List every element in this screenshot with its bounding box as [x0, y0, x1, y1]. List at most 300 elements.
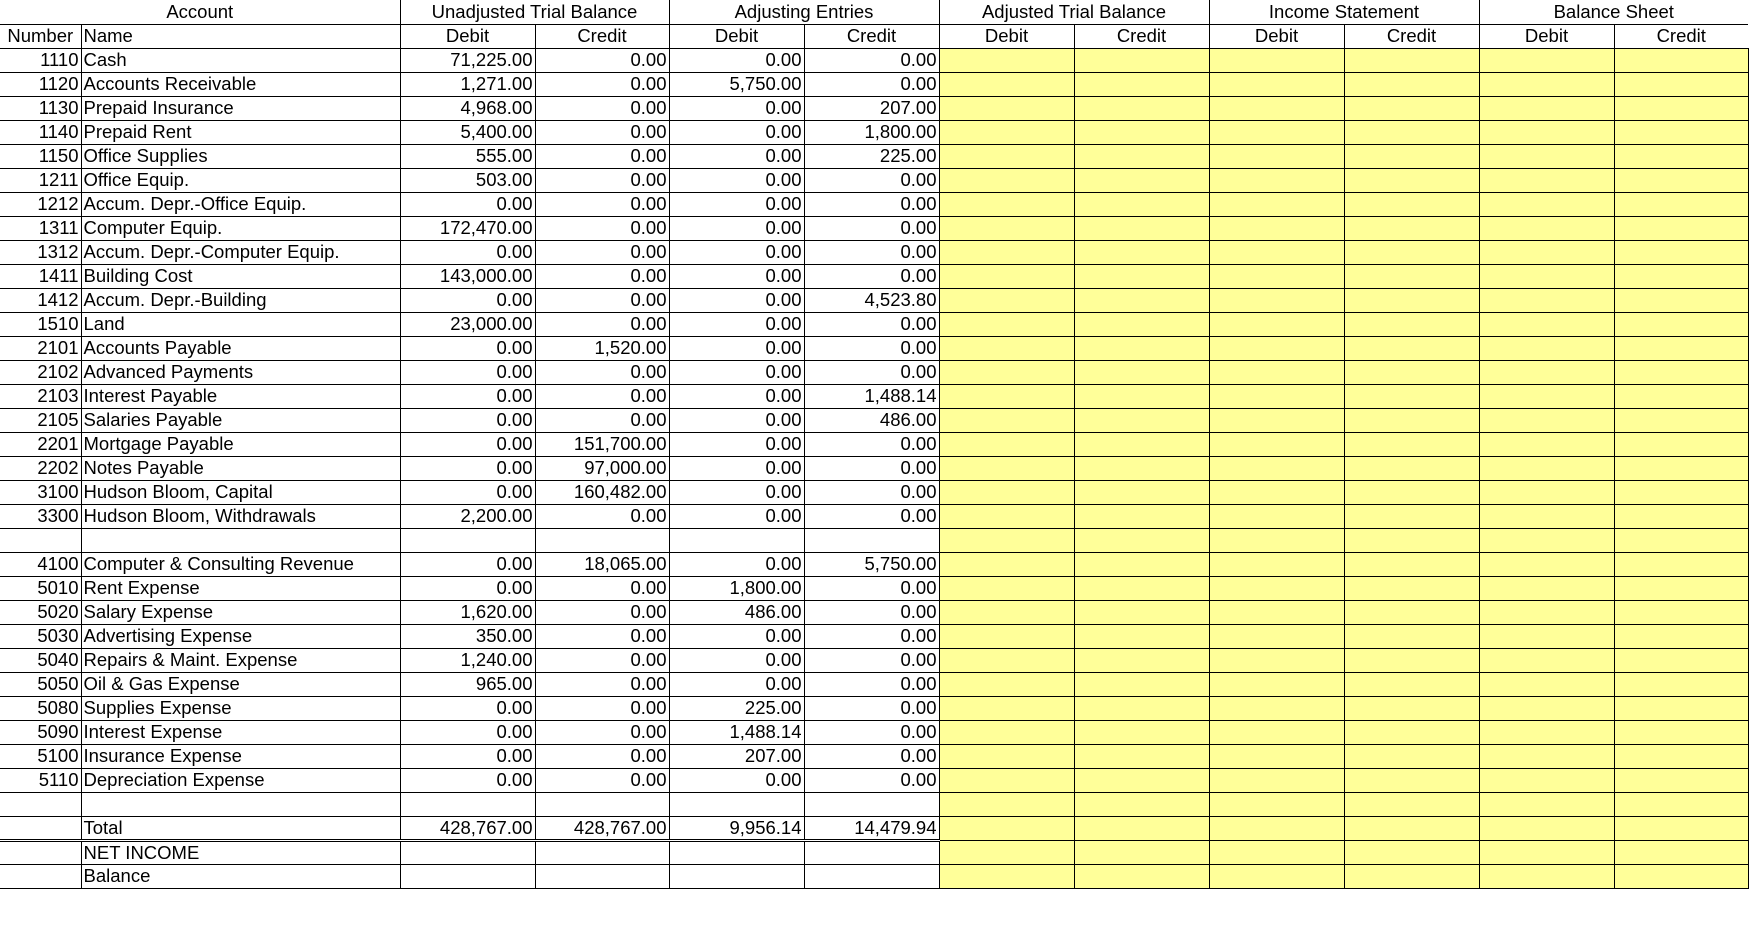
- unadjusted-credit-cell[interactable]: 0.00: [535, 408, 669, 432]
- header-balance-sheet[interactable]: Balance Sheet: [1553, 0, 1674, 22]
- unadjusted-debit-cell[interactable]: 0.00: [400, 768, 535, 792]
- adjusted-debit-cell[interactable]: [939, 288, 1074, 312]
- adjusting-debit-cell[interactable]: 5,750.00: [669, 72, 804, 96]
- adjusting-credit-cell[interactable]: 0.00: [804, 264, 939, 288]
- account-name-cell[interactable]: Rent Expense: [81, 576, 400, 600]
- balance-debit-cell[interactable]: [1479, 576, 1614, 600]
- income-debit-cell[interactable]: [1209, 840, 1344, 864]
- adjusting-credit-cell[interactable]: 0.00: [804, 744, 939, 768]
- header-income-statement[interactable]: Income Statement: [1209, 0, 1479, 24]
- income-credit-cell[interactable]: [1344, 96, 1479, 120]
- account-name-cell[interactable]: Insurance Expense: [81, 744, 400, 768]
- unadjusted-credit-cell[interactable]: [535, 864, 669, 888]
- adjusted-debit-cell[interactable]: [939, 504, 1074, 528]
- income-credit-cell[interactable]: [1344, 792, 1479, 816]
- account-name-cell[interactable]: Land: [81, 312, 400, 336]
- account-number-cell[interactable]: 1411: [0, 264, 81, 288]
- balance-debit-cell[interactable]: [1479, 840, 1614, 864]
- account-number-cell[interactable]: 1311: [0, 216, 81, 240]
- account-name-cell[interactable]: Depreciation Expense: [81, 768, 400, 792]
- unadjusted-credit-cell[interactable]: 160,482.00: [535, 480, 669, 504]
- adjusted-credit-cell[interactable]: [1074, 432, 1209, 456]
- account-name-cell[interactable]: Salaries Payable: [81, 408, 400, 432]
- header-unadjusted-trial-balance[interactable]: Unadjusted Trial Balance: [400, 0, 669, 24]
- adjusting-debit-cell[interactable]: 0.00: [669, 768, 804, 792]
- adjusting-credit-cell[interactable]: 0.00: [804, 696, 939, 720]
- account-number-cell[interactable]: 2105: [0, 408, 81, 432]
- income-credit-cell[interactable]: [1344, 432, 1479, 456]
- adjusting-credit-cell[interactable]: 4,523.80: [804, 288, 939, 312]
- income-credit-cell[interactable]: [1344, 408, 1479, 432]
- income-credit-cell[interactable]: [1344, 840, 1479, 864]
- adjusted-debit-cell[interactable]: [939, 672, 1074, 696]
- adjusting-credit-cell[interactable]: [804, 792, 939, 816]
- adjusting-credit-cell[interactable]: 0.00: [804, 360, 939, 384]
- income-debit-cell[interactable]: [1209, 576, 1344, 600]
- adjusted-credit-cell[interactable]: [1074, 648, 1209, 672]
- adjusting-credit-cell[interactable]: 0.00: [804, 576, 939, 600]
- balance-debit-cell[interactable]: [1479, 480, 1614, 504]
- income-debit-cell[interactable]: [1209, 360, 1344, 384]
- header-debit[interactable]: Debit: [400, 24, 535, 48]
- account-name-cell[interactable]: Hudson Bloom, Withdrawals: [81, 504, 400, 528]
- balance-debit-cell[interactable]: [1479, 456, 1614, 480]
- income-credit-cell[interactable]: [1344, 696, 1479, 720]
- income-credit-cell[interactable]: [1344, 240, 1479, 264]
- unadjusted-credit-cell[interactable]: 1,520.00: [535, 336, 669, 360]
- balance-debit-cell[interactable]: [1479, 240, 1614, 264]
- account-name-cell[interactable]: Prepaid Insurance: [81, 96, 400, 120]
- unadjusted-credit-cell[interactable]: [535, 792, 669, 816]
- adjusting-credit-cell[interactable]: 0.00: [804, 456, 939, 480]
- balance-credit-cell[interactable]: [1614, 600, 1748, 624]
- unadjusted-debit-cell[interactable]: 555.00: [400, 144, 535, 168]
- account-name-cell[interactable]: Building Cost: [81, 264, 400, 288]
- unadjusted-credit-cell[interactable]: 0.00: [535, 744, 669, 768]
- unadjusted-credit-cell[interactable]: 0.00: [535, 672, 669, 696]
- income-credit-cell[interactable]: [1344, 264, 1479, 288]
- account-name-cell[interactable]: Accum. Depr.-Building: [81, 288, 400, 312]
- adjusted-credit-cell[interactable]: [1074, 192, 1209, 216]
- adjusting-debit-cell[interactable]: 1,800.00: [669, 576, 804, 600]
- account-number-cell[interactable]: 1312: [0, 240, 81, 264]
- unadjusted-debit-cell[interactable]: 0.00: [400, 384, 535, 408]
- unadjusted-debit-cell[interactable]: 172,470.00: [400, 216, 535, 240]
- balance-debit-cell[interactable]: [1479, 360, 1614, 384]
- income-debit-cell[interactable]: [1209, 72, 1344, 96]
- adjusting-debit-cell[interactable]: 9,956.14: [669, 816, 804, 840]
- adjusted-debit-cell[interactable]: [939, 744, 1074, 768]
- adjusting-debit-cell[interactable]: [669, 864, 804, 888]
- unadjusted-debit-cell[interactable]: 0.00: [400, 408, 535, 432]
- unadjusted-debit-cell[interactable]: 0.00: [400, 744, 535, 768]
- account-number-cell[interactable]: 5010: [0, 576, 81, 600]
- balance-credit-cell[interactable]: [1614, 768, 1748, 792]
- header-credit[interactable]: Credit: [1074, 24, 1209, 48]
- adjusting-debit-cell[interactable]: 0.00: [669, 336, 804, 360]
- adjusting-credit-cell[interactable]: 0.00: [804, 600, 939, 624]
- unadjusted-credit-cell[interactable]: [535, 840, 669, 864]
- account-number-cell[interactable]: 2202: [0, 456, 81, 480]
- balance-credit-cell[interactable]: [1614, 72, 1748, 96]
- adjusting-debit-cell[interactable]: 0.00: [669, 408, 804, 432]
- adjusting-debit-cell[interactable]: 0.00: [669, 288, 804, 312]
- header-adjusted-trial-balance[interactable]: Adjusted Trial Balance: [939, 0, 1209, 24]
- header-debit[interactable]: Debit: [669, 24, 804, 48]
- unadjusted-credit-cell[interactable]: 0.00: [535, 48, 669, 72]
- balance-credit-cell[interactable]: [1614, 168, 1748, 192]
- account-number-cell[interactable]: [0, 528, 81, 552]
- unadjusted-credit-cell[interactable]: 0.00: [535, 192, 669, 216]
- adjusting-credit-cell[interactable]: 0.00: [804, 168, 939, 192]
- unadjusted-debit-cell[interactable]: [400, 840, 535, 864]
- income-credit-cell[interactable]: [1344, 288, 1479, 312]
- income-debit-cell[interactable]: [1209, 144, 1344, 168]
- account-name-cell[interactable]: Accounts Receivable: [81, 72, 400, 96]
- header-debit[interactable]: Debit: [1209, 24, 1344, 48]
- account-number-cell[interactable]: 1212: [0, 192, 81, 216]
- adjusting-credit-cell[interactable]: 0.00: [804, 672, 939, 696]
- income-credit-cell[interactable]: [1344, 816, 1479, 840]
- adjusting-debit-cell[interactable]: 0.00: [669, 312, 804, 336]
- adjusting-credit-cell[interactable]: 0.00: [804, 624, 939, 648]
- income-credit-cell[interactable]: [1344, 384, 1479, 408]
- balance-debit-cell[interactable]: [1479, 120, 1614, 144]
- unadjusted-credit-cell[interactable]: 0.00: [535, 648, 669, 672]
- unadjusted-credit-cell[interactable]: 0.00: [535, 768, 669, 792]
- balance-debit-cell[interactable]: [1479, 696, 1614, 720]
- account-number-cell[interactable]: 5020: [0, 600, 81, 624]
- adjusted-credit-cell[interactable]: [1074, 816, 1209, 840]
- unadjusted-debit-cell[interactable]: 143,000.00: [400, 264, 535, 288]
- account-name-cell[interactable]: Repairs & Maint. Expense: [81, 648, 400, 672]
- account-number-cell[interactable]: [0, 816, 81, 840]
- account-name-cell[interactable]: Computer Equip.: [81, 216, 400, 240]
- account-name-cell[interactable]: Mortgage Payable: [81, 432, 400, 456]
- unadjusted-debit-cell[interactable]: 0.00: [400, 696, 535, 720]
- adjusted-debit-cell[interactable]: [939, 144, 1074, 168]
- unadjusted-debit-cell[interactable]: 503.00: [400, 168, 535, 192]
- income-debit-cell[interactable]: [1209, 240, 1344, 264]
- income-credit-cell[interactable]: [1344, 600, 1479, 624]
- account-number-cell[interactable]: 5090: [0, 720, 81, 744]
- account-number-cell[interactable]: [0, 864, 81, 888]
- adjusting-credit-cell[interactable]: 0.00: [804, 192, 939, 216]
- income-debit-cell[interactable]: [1209, 384, 1344, 408]
- balance-credit-cell[interactable]: [1614, 840, 1748, 864]
- adjusting-debit-cell[interactable]: 0.00: [669, 192, 804, 216]
- balance-credit-cell[interactable]: [1614, 288, 1748, 312]
- adjusted-debit-cell[interactable]: [939, 312, 1074, 336]
- adjusting-debit-cell[interactable]: 225.00: [669, 696, 804, 720]
- adjusting-credit-cell[interactable]: 0.00: [804, 480, 939, 504]
- balance-debit-cell[interactable]: [1479, 792, 1614, 816]
- adjusted-credit-cell[interactable]: [1074, 480, 1209, 504]
- adjusted-credit-cell[interactable]: [1074, 216, 1209, 240]
- account-number-cell[interactable]: 1211: [0, 168, 81, 192]
- balance-credit-cell[interactable]: [1614, 408, 1748, 432]
- unadjusted-debit-cell[interactable]: 0.00: [400, 192, 535, 216]
- adjusted-credit-cell[interactable]: [1074, 672, 1209, 696]
- income-credit-cell[interactable]: [1344, 576, 1479, 600]
- adjusted-credit-cell[interactable]: [1074, 72, 1209, 96]
- account-number-cell[interactable]: [0, 792, 81, 816]
- account-name-cell[interactable]: Cash: [81, 48, 400, 72]
- income-credit-cell[interactable]: [1344, 552, 1479, 576]
- adjusted-credit-cell[interactable]: [1074, 288, 1209, 312]
- adjusting-debit-cell[interactable]: 0.00: [669, 216, 804, 240]
- adjusted-debit-cell[interactable]: [939, 264, 1074, 288]
- balance-debit-cell[interactable]: [1479, 528, 1614, 552]
- account-number-cell[interactable]: 1412: [0, 288, 81, 312]
- income-debit-cell[interactable]: [1209, 432, 1344, 456]
- adjusting-debit-cell[interactable]: 0.00: [669, 480, 804, 504]
- account-number-cell[interactable]: 1130: [0, 96, 81, 120]
- adjusted-debit-cell[interactable]: [939, 360, 1074, 384]
- header-credit[interactable]: Credit: [804, 24, 939, 48]
- balance-debit-cell[interactable]: [1479, 288, 1614, 312]
- unadjusted-debit-cell[interactable]: 350.00: [400, 624, 535, 648]
- balance-credit-cell[interactable]: [1614, 48, 1748, 72]
- adjusting-debit-cell[interactable]: 0.00: [669, 96, 804, 120]
- income-debit-cell[interactable]: [1209, 816, 1344, 840]
- account-name-cell[interactable]: Salary Expense: [81, 600, 400, 624]
- account-number-cell[interactable]: 2103: [0, 384, 81, 408]
- income-credit-cell[interactable]: [1344, 648, 1479, 672]
- unadjusted-debit-cell[interactable]: 0.00: [400, 576, 535, 600]
- header-number[interactable]: Number: [0, 24, 81, 48]
- balance-debit-cell[interactable]: [1479, 384, 1614, 408]
- adjusting-credit-cell[interactable]: 0.00: [804, 336, 939, 360]
- income-debit-cell[interactable]: [1209, 288, 1344, 312]
- income-debit-cell[interactable]: [1209, 504, 1344, 528]
- adjusted-credit-cell[interactable]: [1074, 144, 1209, 168]
- balance-debit-cell[interactable]: [1479, 768, 1614, 792]
- balance-credit-cell[interactable]: [1614, 864, 1748, 888]
- adjusting-debit-cell[interactable]: 0.00: [669, 432, 804, 456]
- account-name-cell[interactable]: Supplies Expense: [81, 696, 400, 720]
- adjusted-debit-cell[interactable]: [939, 792, 1074, 816]
- balance-debit-cell[interactable]: [1479, 336, 1614, 360]
- unadjusted-credit-cell[interactable]: 0.00: [535, 624, 669, 648]
- income-debit-cell[interactable]: [1209, 792, 1344, 816]
- account-number-cell[interactable]: 5080: [0, 696, 81, 720]
- account-number-cell[interactable]: 1510: [0, 312, 81, 336]
- balance-debit-cell[interactable]: [1479, 672, 1614, 696]
- income-credit-cell[interactable]: [1344, 624, 1479, 648]
- unadjusted-credit-cell[interactable]: 18,065.00: [535, 552, 669, 576]
- income-credit-cell[interactable]: [1344, 144, 1479, 168]
- balance-credit-cell[interactable]: [1614, 312, 1748, 336]
- adjusting-credit-cell[interactable]: 0.00: [804, 504, 939, 528]
- unadjusted-credit-cell[interactable]: 0.00: [535, 504, 669, 528]
- adjusting-debit-cell[interactable]: 0.00: [669, 144, 804, 168]
- adjusted-credit-cell[interactable]: [1074, 168, 1209, 192]
- account-name-cell[interactable]: [81, 792, 400, 816]
- unadjusted-debit-cell[interactable]: 0.00: [400, 240, 535, 264]
- income-credit-cell[interactable]: [1344, 336, 1479, 360]
- income-debit-cell[interactable]: [1209, 768, 1344, 792]
- income-debit-cell[interactable]: [1209, 168, 1344, 192]
- adjusted-debit-cell[interactable]: [939, 72, 1074, 96]
- adjusting-debit-cell[interactable]: 0.00: [669, 672, 804, 696]
- unadjusted-debit-cell[interactable]: 965.00: [400, 672, 535, 696]
- account-name-cell[interactable]: Accum. Depr.-Computer Equip.: [81, 240, 400, 264]
- income-credit-cell[interactable]: [1344, 504, 1479, 528]
- account-name-cell[interactable]: Advertising Expense: [81, 624, 400, 648]
- account-name-cell[interactable]: Balance: [81, 864, 400, 888]
- adjusting-debit-cell[interactable]: 486.00: [669, 600, 804, 624]
- unadjusted-debit-cell[interactable]: 1,240.00: [400, 648, 535, 672]
- adjusted-debit-cell[interactable]: [939, 48, 1074, 72]
- adjusted-debit-cell[interactable]: [939, 648, 1074, 672]
- account-name-cell[interactable]: [81, 528, 400, 552]
- account-name-cell[interactable]: Computer & Consulting Revenue: [81, 552, 400, 576]
- adjusted-debit-cell[interactable]: [939, 696, 1074, 720]
- unadjusted-debit-cell[interactable]: 2,200.00: [400, 504, 535, 528]
- account-number-cell[interactable]: 1120: [0, 72, 81, 96]
- header-name[interactable]: Name: [81, 24, 400, 48]
- account-name-cell[interactable]: Oil & Gas Expense: [81, 672, 400, 696]
- income-credit-cell[interactable]: [1344, 120, 1479, 144]
- income-debit-cell[interactable]: [1209, 648, 1344, 672]
- income-debit-cell[interactable]: [1209, 864, 1344, 888]
- income-credit-cell[interactable]: [1344, 456, 1479, 480]
- income-credit-cell[interactable]: [1344, 864, 1479, 888]
- balance-credit-cell[interactable]: [1614, 360, 1748, 384]
- account-number-cell[interactable]: 5100: [0, 744, 81, 768]
- account-number-cell[interactable]: 2201: [0, 432, 81, 456]
- adjusted-debit-cell[interactable]: [939, 480, 1074, 504]
- unadjusted-credit-cell[interactable]: 0.00: [535, 384, 669, 408]
- balance-debit-cell[interactable]: [1479, 816, 1614, 840]
- adjusting-credit-cell[interactable]: 0.00: [804, 240, 939, 264]
- adjusted-debit-cell[interactable]: [939, 192, 1074, 216]
- unadjusted-debit-cell[interactable]: 0.00: [400, 720, 535, 744]
- account-name-cell[interactable]: Advanced Payments: [81, 360, 400, 384]
- adjusting-credit-cell[interactable]: 207.00: [804, 96, 939, 120]
- adjusting-debit-cell[interactable]: 0.00: [669, 264, 804, 288]
- header-debit[interactable]: Debit: [939, 24, 1074, 48]
- account-name-cell[interactable]: NET INCOME: [81, 840, 400, 864]
- unadjusted-debit-cell[interactable]: 5,400.00: [400, 120, 535, 144]
- adjusted-debit-cell[interactable]: [939, 576, 1074, 600]
- adjusted-credit-cell[interactable]: [1074, 576, 1209, 600]
- unadjusted-debit-cell[interactable]: 23,000.00: [400, 312, 535, 336]
- header-credit[interactable]: Credit: [1344, 24, 1479, 48]
- unadjusted-credit-cell[interactable]: 0.00: [535, 312, 669, 336]
- account-number-cell[interactable]: 2101: [0, 336, 81, 360]
- adjusting-credit-cell[interactable]: 0.00: [804, 48, 939, 72]
- adjusting-debit-cell[interactable]: 0.00: [669, 240, 804, 264]
- unadjusted-credit-cell[interactable]: 0.00: [535, 240, 669, 264]
- balance-credit-cell[interactable]: [1614, 384, 1748, 408]
- adjusting-debit-cell[interactable]: 0.00: [669, 48, 804, 72]
- income-credit-cell[interactable]: [1344, 312, 1479, 336]
- adjusted-debit-cell[interactable]: [939, 240, 1074, 264]
- adjusted-credit-cell[interactable]: [1074, 864, 1209, 888]
- account-name-cell[interactable]: Accounts Payable: [81, 336, 400, 360]
- income-debit-cell[interactable]: [1209, 720, 1344, 744]
- income-debit-cell[interactable]: [1209, 480, 1344, 504]
- adjusted-debit-cell[interactable]: [939, 408, 1074, 432]
- adjusting-credit-cell[interactable]: [804, 864, 939, 888]
- adjusted-debit-cell[interactable]: [939, 768, 1074, 792]
- income-credit-cell[interactable]: [1344, 48, 1479, 72]
- balance-credit-cell[interactable]: [1614, 264, 1748, 288]
- income-debit-cell[interactable]: [1209, 624, 1344, 648]
- adjusted-debit-cell[interactable]: [939, 216, 1074, 240]
- account-name-cell[interactable]: Interest Expense: [81, 720, 400, 744]
- account-number-cell[interactable]: 5030: [0, 624, 81, 648]
- account-name-cell[interactable]: Prepaid Rent: [81, 120, 400, 144]
- unadjusted-credit-cell[interactable]: 0.00: [535, 696, 669, 720]
- income-credit-cell[interactable]: [1344, 72, 1479, 96]
- income-credit-cell[interactable]: [1344, 168, 1479, 192]
- unadjusted-credit-cell[interactable]: [535, 528, 669, 552]
- balance-debit-cell[interactable]: [1479, 720, 1614, 744]
- balance-credit-cell[interactable]: [1614, 648, 1748, 672]
- income-debit-cell[interactable]: [1209, 120, 1344, 144]
- adjusted-credit-cell[interactable]: [1074, 456, 1209, 480]
- income-debit-cell[interactable]: [1209, 216, 1344, 240]
- unadjusted-credit-cell[interactable]: 0.00: [535, 72, 669, 96]
- adjusted-debit-cell[interactable]: [939, 456, 1074, 480]
- account-name-cell[interactable]: Accum. Depr.-Office Equip.: [81, 192, 400, 216]
- adjusting-debit-cell[interactable]: [669, 792, 804, 816]
- unadjusted-debit-cell[interactable]: [400, 864, 535, 888]
- unadjusted-credit-cell[interactable]: 0.00: [535, 264, 669, 288]
- account-number-cell[interactable]: 5110: [0, 768, 81, 792]
- balance-credit-cell[interactable]: [1614, 456, 1748, 480]
- adjusting-credit-cell[interactable]: 1,488.14: [804, 384, 939, 408]
- unadjusted-debit-cell[interactable]: 0.00: [400, 336, 535, 360]
- balance-debit-cell[interactable]: [1479, 312, 1614, 336]
- balance-debit-cell[interactable]: [1479, 624, 1614, 648]
- adjusting-credit-cell[interactable]: [804, 528, 939, 552]
- income-credit-cell[interactable]: [1344, 672, 1479, 696]
- unadjusted-credit-cell[interactable]: 0.00: [535, 120, 669, 144]
- adjusting-credit-cell[interactable]: 0.00: [804, 72, 939, 96]
- balance-debit-cell[interactable]: [1479, 264, 1614, 288]
- unadjusted-debit-cell[interactable]: [400, 528, 535, 552]
- income-debit-cell[interactable]: [1209, 408, 1344, 432]
- balance-debit-cell[interactable]: [1479, 48, 1614, 72]
- balance-credit-cell[interactable]: [1614, 120, 1748, 144]
- income-debit-cell[interactable]: [1209, 48, 1344, 72]
- balance-debit-cell[interactable]: [1479, 504, 1614, 528]
- adjusted-credit-cell[interactable]: [1074, 528, 1209, 552]
- balance-debit-cell[interactable]: [1479, 552, 1614, 576]
- account-number-cell[interactable]: 1140: [0, 120, 81, 144]
- adjusted-credit-cell[interactable]: [1074, 744, 1209, 768]
- income-debit-cell[interactable]: [1209, 456, 1344, 480]
- header-account[interactable]: Account: [0, 0, 400, 24]
- unadjusted-debit-cell[interactable]: 428,767.00: [400, 816, 535, 840]
- income-debit-cell[interactable]: [1209, 552, 1344, 576]
- account-number-cell[interactable]: 4100: [0, 552, 81, 576]
- income-debit-cell[interactable]: [1209, 672, 1344, 696]
- account-name-cell[interactable]: Total: [81, 816, 400, 840]
- adjusted-credit-cell[interactable]: [1074, 504, 1209, 528]
- account-number-cell[interactable]: 1150: [0, 144, 81, 168]
- adjusting-debit-cell[interactable]: 1,488.14: [669, 720, 804, 744]
- balance-credit-cell[interactable]: [1614, 720, 1748, 744]
- adjusting-credit-cell[interactable]: 5,750.00: [804, 552, 939, 576]
- adjusted-debit-cell[interactable]: [939, 600, 1074, 624]
- unadjusted-credit-cell[interactable]: 0.00: [535, 96, 669, 120]
- account-name-cell[interactable]: Interest Payable: [81, 384, 400, 408]
